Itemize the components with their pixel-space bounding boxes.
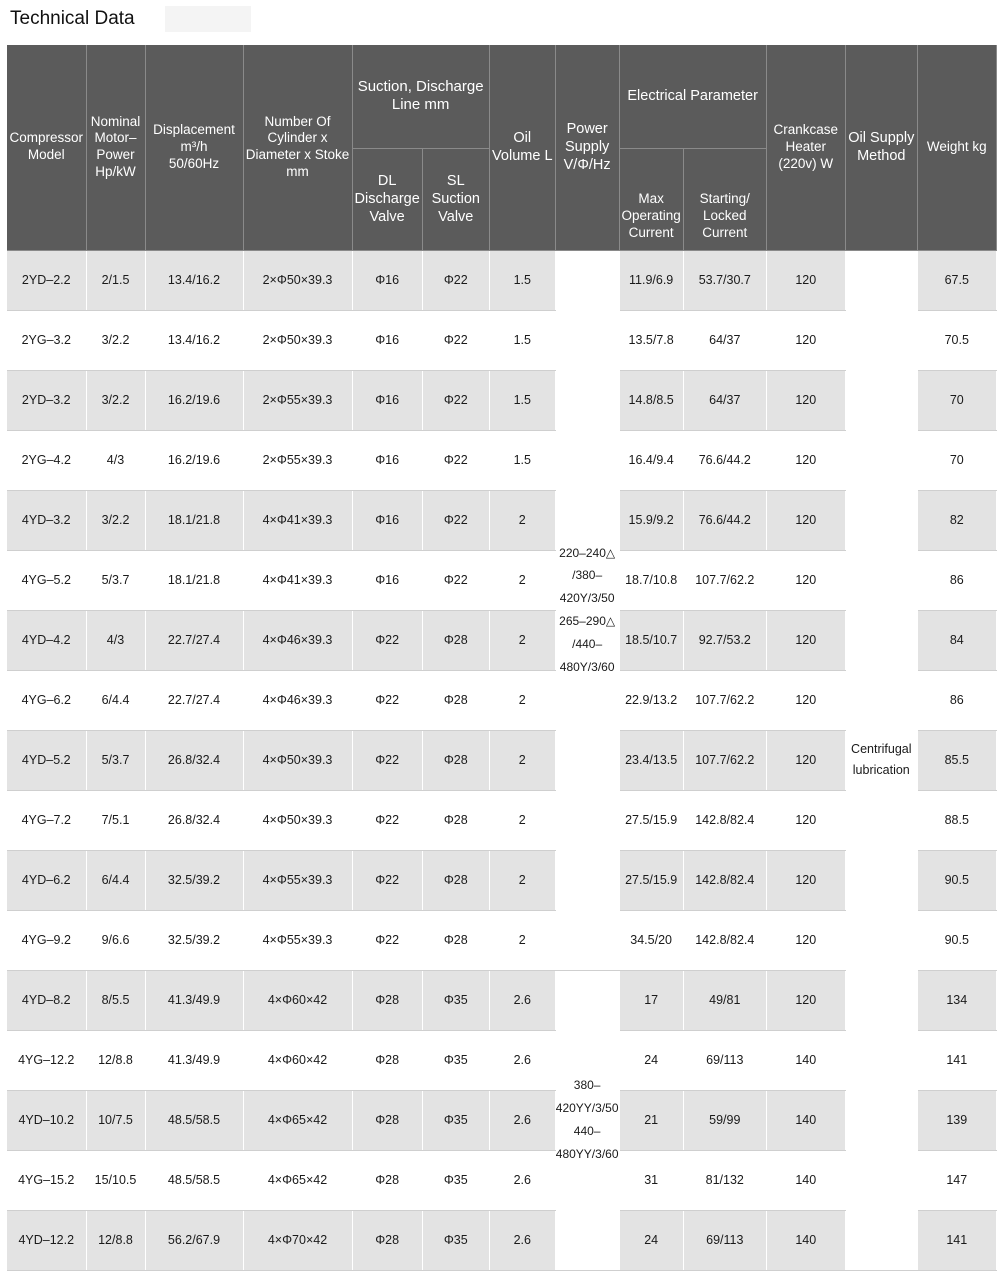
- cell-cyl: 4×Φ65×42: [243, 1150, 352, 1210]
- cell-cyl: 4×Φ70×42: [243, 1210, 352, 1270]
- cell-max: 27.5/15.9: [619, 850, 683, 910]
- cell-power: 5/3.7: [86, 550, 145, 610]
- cell-model: 2YD–2.2: [7, 250, 86, 310]
- cell-dl: Φ22: [352, 850, 422, 910]
- cell-start: 49/81: [683, 970, 766, 1030]
- cell-sl: Φ22: [422, 370, 489, 430]
- cell-start: 53.7/30.7: [683, 250, 766, 310]
- cell-model: 4YG–6.2: [7, 670, 86, 730]
- cell-dl: Φ28: [352, 1090, 422, 1150]
- cell-heater: 140: [766, 1210, 845, 1270]
- power-supply-line: /380–: [572, 568, 603, 583]
- header-nominal-power: Nominal Motor– Power Hp/kW: [86, 45, 145, 250]
- cell-oil: 2.6: [489, 1150, 555, 1210]
- cell-max: 22.9/13.2: [619, 670, 683, 730]
- cell-disp: 22.7/27.4: [145, 610, 243, 670]
- cell-model: 4YD–10.2: [7, 1090, 86, 1150]
- cell-weight: 88.5: [917, 790, 996, 850]
- cell-weight: 141: [917, 1210, 996, 1270]
- cell-max: 13.5/7.8: [619, 310, 683, 370]
- cell-heater: 120: [766, 910, 845, 970]
- cell-oil: 1.5: [489, 310, 555, 370]
- cell-model: 4YD–6.2: [7, 850, 86, 910]
- header-displacement-l3: 50/60Hz: [168, 155, 220, 171]
- cell-start: 76.6/44.2: [683, 490, 766, 550]
- table-body: [7, 250, 996, 1270]
- cell-dl: Φ16: [352, 490, 422, 550]
- cell-disp: 56.2/67.9: [145, 1210, 243, 1270]
- cell-max: 27.5/15.9: [619, 790, 683, 850]
- cell-heater: 120: [766, 430, 845, 490]
- header-weight: Weight kg: [917, 45, 996, 250]
- cell-oil: 2.6: [489, 1090, 555, 1150]
- header-oil-supply-method: Oil Supply Method: [845, 45, 917, 250]
- technical-data-table: [7, 45, 997, 1271]
- cell-max: 16.4/9.4: [619, 430, 683, 490]
- cell-power: 12/8.8: [86, 1030, 145, 1090]
- cell-cyl: 4×Φ41×39.3: [243, 550, 352, 610]
- cell-cyl: 2×Φ55×39.3: [243, 430, 352, 490]
- cell-model: 4YD–8.2: [7, 970, 86, 1030]
- cell-max: 14.8/8.5: [619, 370, 683, 430]
- header-starting-locked-current: Starting/ Locked Current: [683, 148, 766, 250]
- cell-weight: 86: [917, 670, 996, 730]
- header-displacement: [145, 45, 243, 250]
- cell-model: 4YD–5.2: [7, 730, 86, 790]
- cell-dl: Φ16: [352, 310, 422, 370]
- cell-start: 76.6/44.2: [683, 430, 766, 490]
- cell-weight: 70: [917, 370, 996, 430]
- cell-oil: 2: [489, 550, 555, 610]
- cell-sl: Φ35: [422, 1150, 489, 1210]
- cell-start: 64/37: [683, 370, 766, 430]
- power-supply-line: 480Y/3/60: [559, 659, 615, 674]
- cell-power: 6/4.4: [86, 670, 145, 730]
- cell-heater: 120: [766, 310, 845, 370]
- cell-disp: 41.3/49.9: [145, 970, 243, 1030]
- cell-start: 69/113: [683, 1030, 766, 1090]
- cell-model: 4YD–3.2: [7, 490, 86, 550]
- cell-model: 2YD–3.2: [7, 370, 86, 430]
- cell-heater: 120: [766, 790, 845, 850]
- cell-weight: 90.5: [917, 910, 996, 970]
- header-power-supply: Power Supply V/Φ/Hz: [555, 45, 619, 250]
- cell-power: 7/5.1: [86, 790, 145, 850]
- cell-dl: Φ22: [352, 610, 422, 670]
- cell-heater: 140: [766, 1150, 845, 1210]
- header-displacement-l2: m³/h: [180, 138, 208, 154]
- cell-dl: Φ22: [352, 730, 422, 790]
- cell-disp: 26.8/32.4: [145, 730, 243, 790]
- cell-heater: 120: [766, 670, 845, 730]
- cell-cyl: 2×Φ50×39.3: [243, 250, 352, 310]
- cell-sl: Φ35: [422, 1090, 489, 1150]
- cell-disp: 32.5/39.2: [145, 850, 243, 910]
- cell-sl: Φ22: [422, 250, 489, 310]
- cell-max: 18.5/10.7: [619, 610, 683, 670]
- cell-sl: Φ28: [422, 730, 489, 790]
- cell-start: 107.7/62.2: [683, 550, 766, 610]
- cell-max: 18.7/10.8: [619, 550, 683, 610]
- cell-oil: 2: [489, 730, 555, 790]
- cell-heater: 140: [766, 1030, 845, 1090]
- cell-heater: 120: [766, 250, 845, 310]
- header-cylinder: Number Of Cylinder x Diameter x Stoke mm: [243, 45, 352, 250]
- cell-start: 69/113: [683, 1210, 766, 1270]
- cell-oil: 2.6: [489, 970, 555, 1030]
- cell-max: 17: [619, 970, 683, 1030]
- cell-cyl: 4×Φ60×42: [243, 1030, 352, 1090]
- cell-sl: Φ28: [422, 670, 489, 730]
- cell-dl: Φ28: [352, 1150, 422, 1210]
- cell-power: 3/2.2: [86, 370, 145, 430]
- cell-max: 24: [619, 1210, 683, 1270]
- cell-start: 64/37: [683, 310, 766, 370]
- power-supply-cell: [555, 970, 619, 1270]
- cell-power: 3/2.2: [86, 490, 145, 550]
- cell-sl: Φ35: [422, 1210, 489, 1270]
- power-supply-line: 420YY/3/50: [555, 1101, 619, 1116]
- cell-sl: Φ28: [422, 910, 489, 970]
- cell-oil: 2: [489, 490, 555, 550]
- cell-weight: 90.5: [917, 850, 996, 910]
- cell-dl: Φ22: [352, 670, 422, 730]
- cell-model: 2YG–4.2: [7, 430, 86, 490]
- cell-weight: 67.5: [917, 250, 996, 310]
- header-crankcase-heater: Crankcase Heater (220v) W: [766, 45, 845, 250]
- cell-start: 81/132: [683, 1150, 766, 1210]
- cell-cyl: 2×Φ50×39.3: [243, 310, 352, 370]
- power-supply-line: 380–: [573, 1078, 601, 1093]
- cell-power: 2/1.5: [86, 250, 145, 310]
- header-max-operating-current: Max Operating Current: [619, 148, 683, 250]
- cell-disp: 32.5/39.2: [145, 910, 243, 970]
- power-supply-line: 440–: [573, 1124, 601, 1138]
- cell-heater: 120: [766, 850, 845, 910]
- cell-weight: 147: [917, 1150, 996, 1210]
- cell-max: 15.9/9.2: [619, 490, 683, 550]
- cell-oil: 2.6: [489, 1210, 555, 1270]
- cell-disp: 13.4/16.2: [145, 310, 243, 370]
- cell-start: 142.8/82.4: [683, 790, 766, 850]
- power-supply-line: 480YY/3/60: [555, 1146, 619, 1161]
- oil-supply-method-cell: [845, 250, 917, 1270]
- cell-oil: 2: [489, 790, 555, 850]
- cell-cyl: 4×Φ55×39.3: [243, 850, 352, 910]
- cell-oil: 1.5: [489, 430, 555, 490]
- cell-heater: 120: [766, 370, 845, 430]
- cell-sl: Φ28: [422, 790, 489, 850]
- cell-max: 24: [619, 1030, 683, 1090]
- cell-heater: 140: [766, 1090, 845, 1150]
- cell-max: 31: [619, 1150, 683, 1210]
- cell-model: 4YG–12.2: [7, 1030, 86, 1090]
- cell-heater: 120: [766, 490, 845, 550]
- cell-power: 9/6.6: [86, 910, 145, 970]
- cell-disp: 18.1/21.8: [145, 550, 243, 610]
- cell-start: 142.8/82.4: [683, 850, 766, 910]
- cell-disp: 13.4/16.2: [145, 250, 243, 310]
- cell-max: 21: [619, 1090, 683, 1150]
- cell-sl: Φ28: [422, 850, 489, 910]
- header-electrical-parameter: Electrical Parameter: [619, 45, 766, 148]
- cell-heater: 120: [766, 730, 845, 790]
- cell-power: 4/3: [86, 430, 145, 490]
- cell-model: 2YG–3.2: [7, 310, 86, 370]
- cell-power: 15/10.5: [86, 1150, 145, 1210]
- cell-weight: 134: [917, 970, 996, 1030]
- cell-model: 4YD–12.2: [7, 1210, 86, 1270]
- cell-dl: Φ28: [352, 970, 422, 1030]
- power-supply-line: /440–: [572, 636, 603, 651]
- cell-disp: 22.7/27.4: [145, 670, 243, 730]
- power-supply-line: 265–290△: [559, 614, 616, 628]
- cell-heater: 120: [766, 610, 845, 670]
- cell-power: 4/3: [86, 610, 145, 670]
- cell-weight: 141: [917, 1030, 996, 1090]
- cell-weight: 84: [917, 610, 996, 670]
- cell-cyl: 4×Φ55×39.3: [243, 910, 352, 970]
- cell-oil: 1.5: [489, 370, 555, 430]
- cell-weight: 86: [917, 550, 996, 610]
- title-highlight: [165, 6, 251, 32]
- cell-model: 4YG–15.2: [7, 1150, 86, 1210]
- cell-oil: 2: [489, 610, 555, 670]
- cell-sl: Φ22: [422, 310, 489, 370]
- cell-cyl: 2×Φ55×39.3: [243, 370, 352, 430]
- cell-sl: Φ28: [422, 610, 489, 670]
- page-title: Technical Data: [10, 8, 135, 29]
- cell-weight: 85.5: [917, 730, 996, 790]
- cell-oil: 2.6: [489, 1030, 555, 1090]
- cell-max: 34.5/20: [619, 910, 683, 970]
- table-row: [7, 250, 996, 310]
- header-oil-volume: Oil Volume L: [489, 45, 555, 250]
- cell-start: 142.8/82.4: [683, 910, 766, 970]
- cell-power: 5/3.7: [86, 730, 145, 790]
- cell-model: 4YG–9.2: [7, 910, 86, 970]
- cell-cyl: 4×Φ60×42: [243, 970, 352, 1030]
- cell-oil: 1.5: [489, 250, 555, 310]
- cell-disp: 26.8/32.4: [145, 790, 243, 850]
- cell-sl: Φ35: [422, 970, 489, 1030]
- cell-dl: Φ22: [352, 790, 422, 850]
- cell-cyl: 4×Φ41×39.3: [243, 490, 352, 550]
- cell-disp: 18.1/21.8: [145, 490, 243, 550]
- header-compressor-model: Compressor Model: [7, 45, 86, 250]
- cell-power: 12/8.8: [86, 1210, 145, 1270]
- cell-oil: 2: [489, 910, 555, 970]
- cell-start: 107.7/62.2: [683, 730, 766, 790]
- cell-model: 4YG–7.2: [7, 790, 86, 850]
- cell-sl: Φ22: [422, 490, 489, 550]
- cell-start: 59/99: [683, 1090, 766, 1150]
- cell-dl: Φ16: [352, 250, 422, 310]
- cell-weight: 70.5: [917, 310, 996, 370]
- cell-power: 10/7.5: [86, 1090, 145, 1150]
- cell-start: 107.7/62.2: [683, 670, 766, 730]
- power-supply-line: 220–240△: [559, 545, 616, 560]
- cell-sl: Φ22: [422, 550, 489, 610]
- cell-cyl: 4×Φ50×39.3: [243, 730, 352, 790]
- cell-heater: 120: [766, 970, 845, 1030]
- power-supply-line: 420Y/3/50: [559, 591, 615, 606]
- cell-dl: Φ16: [352, 550, 422, 610]
- cell-dl: Φ28: [352, 1210, 422, 1270]
- cell-model: 4YD–4.2: [7, 610, 86, 670]
- cell-disp: 16.2/19.6: [145, 370, 243, 430]
- cell-power: 6/4.4: [86, 850, 145, 910]
- cell-max: 23.4/13.5: [619, 730, 683, 790]
- oil-supply-method-line: Centrifugal: [851, 741, 912, 756]
- cell-sl: Φ22: [422, 430, 489, 490]
- header-sl-suction-valve: SL Suction Valve: [422, 148, 489, 250]
- cell-weight: 139: [917, 1090, 996, 1150]
- cell-dl: Φ16: [352, 430, 422, 490]
- cell-power: 8/5.5: [86, 970, 145, 1030]
- header-displacement-l1: Displacement: [153, 121, 235, 137]
- cell-disp: 48.5/58.5: [145, 1150, 243, 1210]
- cell-oil: 2: [489, 850, 555, 910]
- cell-sl: Φ35: [422, 1030, 489, 1090]
- cell-start: 92.7/53.2: [683, 610, 766, 670]
- header-dl-discharge-valve: DL Discharge Valve: [352, 148, 422, 250]
- cell-model: 4YG–5.2: [7, 550, 86, 610]
- cell-dl: Φ28: [352, 1030, 422, 1090]
- cell-weight: 82: [917, 490, 996, 550]
- cell-power: 3/2.2: [86, 310, 145, 370]
- cell-disp: 41.3/49.9: [145, 1030, 243, 1090]
- cell-disp: 16.2/19.6: [145, 430, 243, 490]
- cell-oil: 2: [489, 670, 555, 730]
- cell-cyl: 4×Φ65×42: [243, 1090, 352, 1150]
- cell-heater: 120: [766, 550, 845, 610]
- cell-dl: Φ22: [352, 910, 422, 970]
- cell-cyl: 4×Φ46×39.3: [243, 610, 352, 670]
- cell-dl: Φ16: [352, 370, 422, 430]
- oil-supply-method-line: lubrication: [852, 763, 910, 777]
- cell-max: 11.9/6.9: [619, 250, 683, 310]
- header-suction-discharge-line: Suction, Discharge Line mm: [352, 45, 489, 148]
- cell-disp: 48.5/58.5: [145, 1090, 243, 1150]
- power-supply-cell: [555, 250, 619, 970]
- cell-cyl: 4×Φ50×39.3: [243, 790, 352, 850]
- cell-cyl: 4×Φ46×39.3: [243, 670, 352, 730]
- cell-weight: 70: [917, 430, 996, 490]
